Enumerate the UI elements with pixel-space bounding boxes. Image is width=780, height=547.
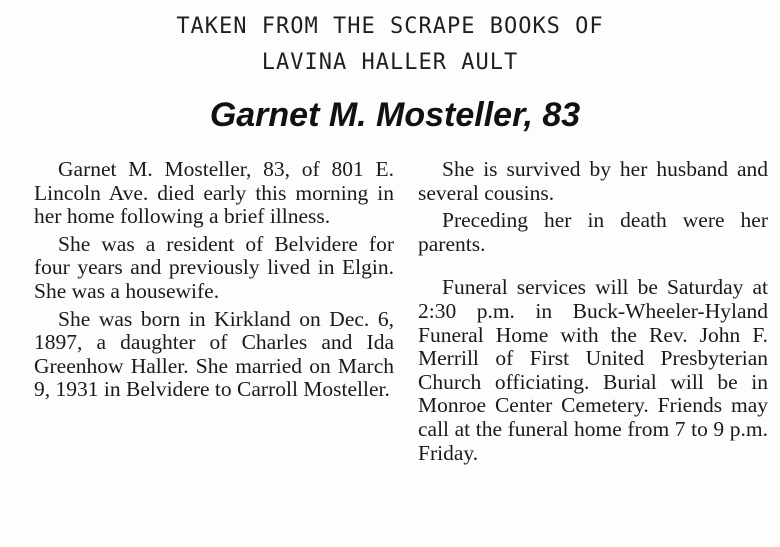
left-paragraph-1: Garnet M. Mosteller, 83, of 801 E. Lincoln Ave. died early this morning in her home following a brief illness.: [34, 157, 394, 229]
right-paragraph-2: Preceding her in death were her parents.: [418, 208, 768, 256]
left-paragraph-3: She was born in Kirkland on Dec. 6, 1897, a daughter of Charles and Ida Greenhow Haller. She married on March 9, 1931 in Belvidere to Carroll Mosteller.: [34, 306, 394, 402]
right-paragraph-1: She is survived by her husband and several cousins.: [418, 157, 768, 205]
scrapbook-header-line-1: TAKEN FROM THE SCRAPE BOOKS OF: [176, 14, 604, 39]
right-paragraph-3: Funeral services will be Saturday at 2:30 p.m. in Buck-Wheeler-Hyland Funeral Home with the Rev. John F. Merrill of First United Presbyterian Church officiating. Burial will be in Monroe Center Cemetery. Friends may call at the funeral home from 7 to 9 p.m. Friday.: [418, 275, 768, 465]
right-column: [418, 158, 768, 469]
left-column: [34, 158, 394, 406]
scrapbook-header-line-2: LAVINA HALLER AULT: [261, 50, 519, 75]
left-paragraph-2: She was a resident of Belvidere for four years and previously lived in Elgin. She was a housewife.: [34, 231, 394, 303]
obituary-headline: Garnet M. Mosteller, 83: [209, 96, 581, 134]
